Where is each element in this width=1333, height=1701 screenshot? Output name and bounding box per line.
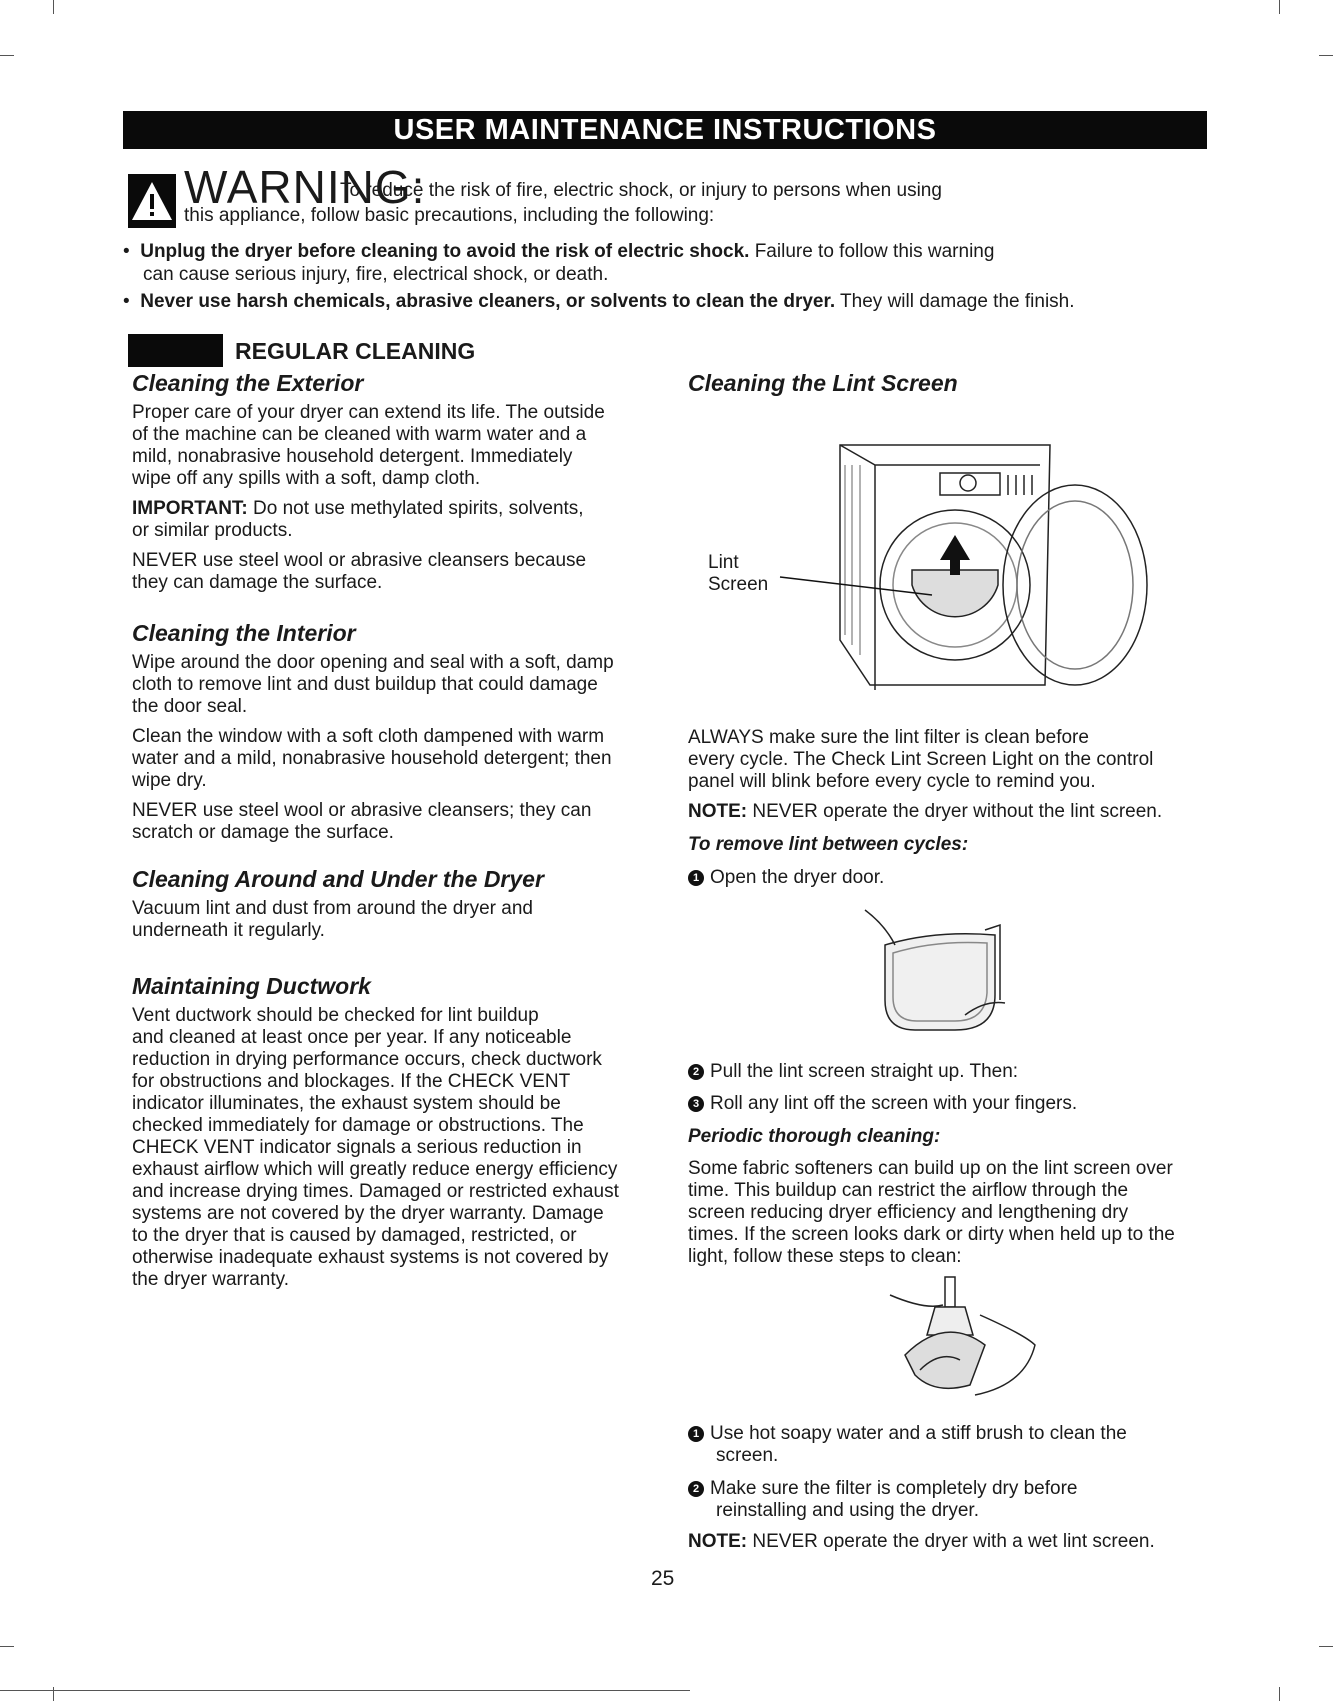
step-item: 3 Roll any lint off the screen with your fingers.	[688, 1093, 1077, 1115]
exterior-text: Proper care of your dryer can extend its life. The outside of the machine can be cleaned with warm water and a mild, nonabrasive household detergent. Immediately wipe off any spills with a soft, damp cloth. IMPORTANT: Do not use methylated spirits, solvents, or similar products. NEVER use steel wool or abrasive cleansers because they can damage the surface.	[132, 402, 605, 593]
heading-interior: Cleaning the Interior	[132, 620, 356, 646]
crop-mark	[1319, 1646, 1333, 1647]
bullet-text: They will damage the finish.	[835, 291, 1075, 312]
bullet-text: can cause serious injury, fire, electrical shock, or death.	[143, 264, 609, 285]
step-number: 1	[688, 870, 704, 886]
step-item: 2 Pull the lint screen straight up. Then:	[688, 1061, 1018, 1083]
heading-ductwork: Maintaining Ductwork	[132, 973, 371, 999]
bottom-rule	[0, 1690, 690, 1691]
periodic-text: Some fabric softeners can build up on the lint screen over time. This buildup can restrict the airflow through the screen reducing dryer efficiency and lengthening dry times. If the screen looks dark or dirty when held up to the light, follow these steps to clean:	[688, 1158, 1175, 1267]
section-marker-bar	[128, 334, 223, 367]
around-text: Vacuum lint and dust from around the dryer and underneath it regularly.	[132, 898, 533, 941]
note-label: NOTE:	[688, 801, 748, 822]
step-number: 2	[688, 1481, 704, 1497]
warning-text: To reduce the risk of fire, electric shock, or injury to persons when using	[340, 180, 942, 201]
ductwork-text: Vent ductwork should be checked for lint buildup and cleaned at least once per year. If any noticeable reduction in drying performance occurs, check ductwork for obstructions and blockages. If the CHECK VENT indicator illuminates, the exhaust system should be checked immediately for damage or obstructions. The CHECK VENT indicator signals a serious reduction in exhaust airflow which will greatly reduce energy efficiency and increase drying times. Damaged or restricted exhaust systems are not covered by the dryer warranty. Damage to the dryer that is caused by damaged, restricted, or otherwise inadequate exhaust systems is not covered by the dryer warranty.	[132, 1005, 619, 1290]
heading-periodic-cleaning: Periodic thorough cleaning:	[688, 1126, 941, 1147]
heading-lint-screen: Cleaning the Lint Screen	[688, 370, 958, 396]
brush-cleaning-illustration	[885, 1275, 1045, 1400]
heading-remove-lint: To remove lint between cycles:	[688, 834, 969, 855]
crop-mark	[0, 1646, 14, 1647]
crop-mark	[1279, 1687, 1280, 1701]
interior-text: Wipe around the door opening and seal with a soft, damp cloth to remove lint and dust buildup that could damage the door seal. Clean the window with a soft cloth dampened with warm water and a mild, nonabrasive household detergent; then wipe dry. NEVER use steel wool or abrasive cleansers; they can scratch or damage the surface.	[132, 652, 614, 843]
step-number: 3	[688, 1096, 704, 1112]
safety-bullet: • Never use harsh chemicals, abrasive cleaners, or solvents to clean the dryer. They will damage the finish.	[123, 291, 1075, 312]
crop-mark	[53, 0, 54, 14]
step-item: 2 Make sure the filter is completely dry before reinstalling and using the dryer.	[688, 1478, 1078, 1522]
crop-mark	[1319, 55, 1333, 56]
lint-screen-callout: Lint Screen	[708, 552, 769, 595]
heading-around: Cleaning Around and Under the Dryer	[132, 866, 544, 892]
warning-text: this appliance, follow basic precautions, including the following:	[184, 205, 715, 226]
final-note: NOTE: NEVER operate the dryer with a wet lint screen.	[688, 1531, 1155, 1552]
section-title: REGULAR CLEANING	[235, 338, 476, 364]
step-number: 2	[688, 1064, 704, 1080]
bullet-text: Failure to follow this warning	[749, 241, 995, 262]
lint-screen-pull-illustration	[855, 905, 1015, 1035]
note-label: NOTE:	[688, 1531, 748, 1552]
page-number: 25	[651, 1567, 675, 1590]
dryer-illustration	[700, 435, 1170, 715]
heading-exterior: Cleaning the Exterior	[132, 370, 364, 396]
step-item: 1 Use hot soapy water and a stiff brush to clean the screen.	[688, 1423, 1127, 1467]
bullet-bold: Never use harsh chemicals, abrasive cleaners, or solvents to clean the dryer.	[140, 291, 836, 312]
page-banner: USER MAINTENANCE INSTRUCTIONS	[123, 111, 1207, 149]
warning-triangle-icon	[128, 174, 176, 228]
safety-bullet: • Unplug the dryer before cleaning to avoid the risk of electric shock. Failure to follow this warning can cause serious injury, fire, electrical shock, or death.	[123, 241, 995, 285]
step-number: 1	[688, 1426, 704, 1442]
warning-word: WARNING:	[184, 161, 426, 213]
bullet-bold: Unplug the dryer before cleaning to avoid the risk of electric shock.	[140, 241, 750, 262]
crop-mark	[1279, 0, 1280, 14]
lint-intro-text: ALWAYS make sure the lint filter is clean before every cycle. The Check Lint Screen Light on the control panel will blink before every cycle to remind you. NOTE: NEVER operate the dryer without the lint screen.	[688, 727, 1163, 822]
crop-mark	[0, 55, 14, 56]
step-item: 1 Open the dryer door.	[688, 867, 884, 889]
important-label: IMPORTANT:	[132, 498, 248, 519]
